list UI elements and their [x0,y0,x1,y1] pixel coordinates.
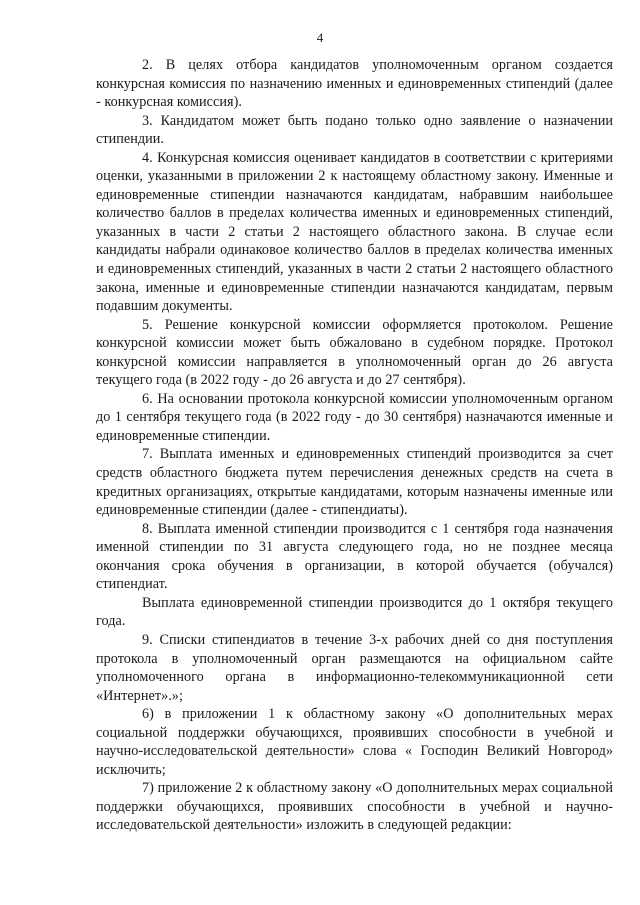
document-body [96,56,613,835]
paragraph-one-time-payment: Выплата единовременной стипендии производится до 1 октября текущего года. [96,594,613,630]
paragraph-item-9-lists: 9. Списки стипендиатов в течение 3-х рабочих дней со дня поступления протокола в уполномоченный орган размещаются на официальном сайте уполномоченного органа в информационно-телекоммуникационной сети «Интернет».»; [96,631,613,704]
paragraph-item-7-payment: 7. Выплата именных и единовременных стипендий производится за счет средств областного бюджета путем перечисления денежных средств на счета в кредитных организациях, открытые кандидатами, которым назначены именные или единовременные стипендии (далее - стипендиаты). [96,446,613,519]
paragraph-item-8-named-payment: 8. Выплата именной стипендии производится с 1 сентября года назначения именной стипендии по 31 августа следующего года, но не позднее месяца окончания срока обучения в организации, в которой обучается (обучался) стипендиат. [96,520,613,593]
paragraph-amendment-7: 7) приложение 2 к областному закону «О дополнительных мерах социальной поддержки обучающихся, проявивших способности в учебной и научно-исследовательской деятельности» изложить в следующей редакции: [96,780,613,834]
page-number: 4 [316,30,324,45]
paragraph-item-6-appointment: 6. На основании протокола конкурсной комиссии уполномоченным органом до 1 сентября текущего года (в 2022 году - до 30 сентября) назначаются именные и единовременные стипендии. [96,390,613,444]
paragraph-amendment-6: 6) в приложении 1 к областному закону «О дополнительных мерах социальной поддержки обучающихся, проявивших способности в учебной и научно-исследовательской деятельности» слова « Господин Великий Новгород» исключить; [96,706,613,778]
paragraph-item-2-commission: 2. В целях отбора кандидатов уполномоченным органом создается конкурсная комиссия по назначению именных и единовременных стипендий (далее - конкурсная комиссия). [96,57,613,111]
paragraph-item-5-decision: 5. Решение конкурсной комиссии оформляется протоколом. Решение конкурсной комиссии может быть обжаловано в судебном порядке. Протокол конкурсной комиссии направляется в уполномоченный орган до 26 августа текущего года (в 2022 году - до 26 августа и до 27 сентября). [96,316,613,389]
paragraph-item-4-evaluation: 4. Конкурсная комиссия оценивает кандидатов в соответствии с критериями оценки, указанными в приложении 2 к настоящему областному закону. Именные и единовременные стипендии назначаются кандидатам, набравшим наибольшее количество баллов в пределах количества именных и единовременных стипендий, указанных в части 2 статьи 2 настоящего областного закона. В случае если кандидаты набрали одинаковое количество баллов в пределах количества именных и единовременных стипендий, указанных в части 2 статьи 2 настоящего областного закона, именные и единовременные стипендии назначаются кандидатам, первым подавшим документы. [96,149,613,315]
paragraph-item-3-application: 3. Кандидатом может быть подано только одно заявление о назначении стипендии. [96,112,613,148]
